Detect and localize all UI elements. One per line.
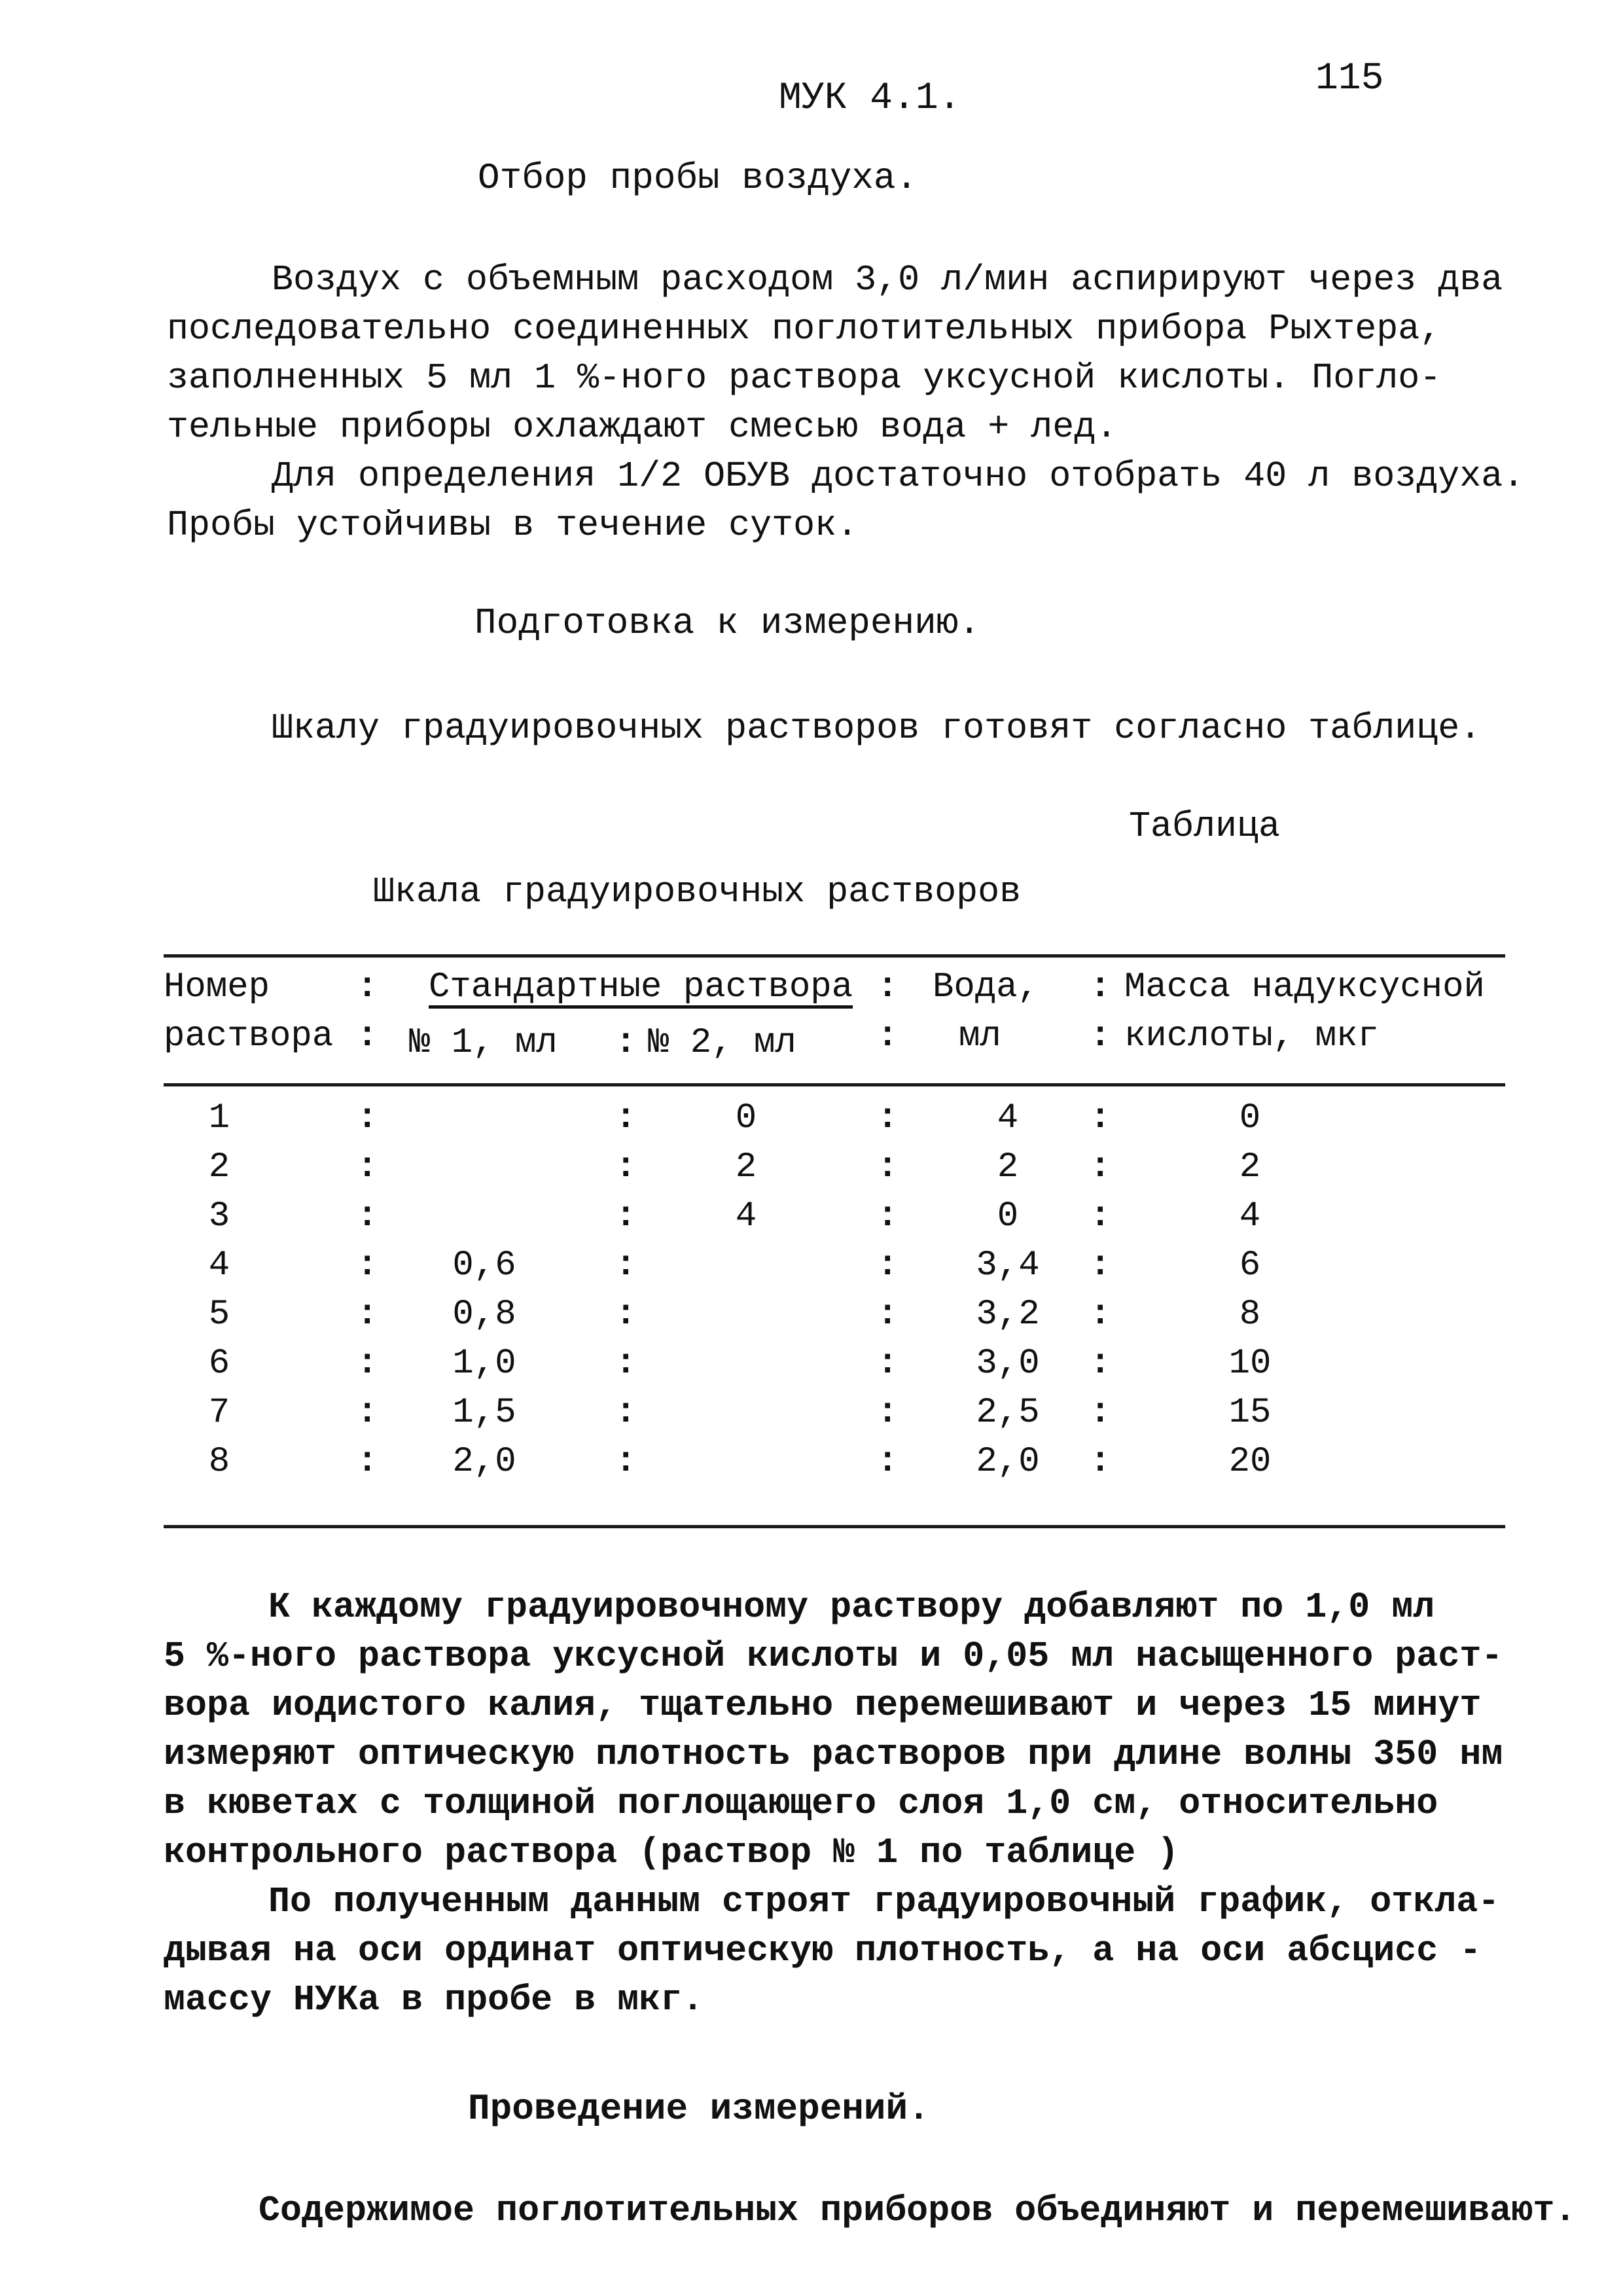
text-line: последовательно соединенных поглотительных прибора Рыхтера, — [167, 308, 1442, 350]
cell-std1: 2,0 — [452, 1442, 516, 1482]
cell-water: 0 — [997, 1196, 1019, 1236]
column-separator: : — [1090, 1196, 1111, 1236]
column-separator: : — [615, 1393, 637, 1433]
text-line: тельные приборы охлаждают смесью вода + лед. — [167, 406, 1118, 448]
column-separator: : — [615, 1147, 637, 1187]
cell-number: 8 — [208, 1442, 230, 1482]
column-separator: : — [615, 1196, 637, 1236]
text-line: По полученным данным строят градуировочный график, откла- — [268, 1881, 1500, 1922]
cell-mass: 15 — [1228, 1393, 1272, 1433]
sampling-paragraph-1 — [167, 255, 1503, 452]
column-separator: : — [357, 1016, 378, 1056]
column-separator: : — [357, 1147, 378, 1187]
table-title: Шкала градуировочных растворов — [373, 871, 1022, 912]
text-line: 5 %-ного раствора уксусной кислоты и 0,05 мл насыщенного раст- — [164, 1636, 1503, 1677]
cell-number: 4 — [208, 1246, 230, 1285]
text-line: вора иодистого калия, тщательно перемешивают и через 15 минут — [164, 1685, 1482, 1726]
column-separator: : — [615, 1344, 637, 1384]
column-separator: : — [1090, 1344, 1111, 1384]
header-solution: раствора — [164, 1016, 334, 1056]
text-line: измеряют оптическую плотность растворов при длине волны 350 нм — [164, 1734, 1503, 1775]
cell-number: 1 — [208, 1098, 230, 1138]
cell-water: 2 — [997, 1147, 1019, 1187]
cell-std1: 1,0 — [452, 1344, 516, 1384]
column-separator: : — [357, 967, 378, 1007]
preparation-paragraph: Шкалу градуировочных растворов готовят согласно таблице. — [272, 708, 1482, 749]
header-std1: № 1, мл — [409, 1023, 558, 1063]
cell-std2: 4 — [735, 1196, 757, 1236]
header-mass: Масса надуксусной — [1124, 967, 1485, 1007]
header-number: Номер — [164, 967, 270, 1007]
table-top-rule — [164, 954, 1505, 958]
column-separator: : — [615, 1023, 637, 1063]
cell-water: 4 — [997, 1098, 1019, 1138]
text-line: Для определения 1/2 ОБУВ достаточно отобрать 40 л воздуха. — [272, 456, 1525, 497]
column-separator: : — [615, 1295, 637, 1335]
column-separator: : — [877, 1098, 899, 1138]
text-line: Воздух с объемным расходом 3,0 л/мин аспирируют через два — [272, 259, 1503, 300]
page-number: 115 — [1315, 58, 1384, 100]
cell-std2: 0 — [735, 1098, 757, 1138]
column-separator: : — [357, 1344, 378, 1384]
cell-std1: 0,6 — [452, 1246, 516, 1285]
column-separator: : — [1090, 1393, 1111, 1433]
measurement-paragraph: Содержимое поглотительных приборов объединяют и перемешивают. — [259, 2190, 1577, 2231]
text-line: массу НУКа в пробе в мкг. — [164, 1979, 704, 2020]
column-separator: : — [357, 1246, 378, 1285]
column-separator: : — [877, 967, 899, 1007]
column-separator: : — [1090, 1016, 1111, 1056]
cell-mass: 8 — [1239, 1295, 1261, 1335]
cell-water: 3,4 — [976, 1246, 1040, 1285]
column-separator: : — [1090, 1147, 1111, 1187]
column-separator: : — [1090, 967, 1111, 1007]
text-line: в кюветах с толщиной поглощающего слоя 1,0 см, относительно — [164, 1783, 1438, 1824]
cell-number: 6 — [208, 1344, 230, 1384]
table-bottom-rule — [164, 1525, 1505, 1528]
column-separator: : — [1090, 1295, 1111, 1335]
table-label: Таблица — [1129, 806, 1281, 847]
column-separator: : — [357, 1098, 378, 1138]
section-title-sampling: Отбор пробы воздуха. — [478, 157, 918, 199]
cell-mass: 2 — [1239, 1147, 1261, 1187]
column-separator: : — [877, 1295, 899, 1335]
text-line: Пробы устойчивы в течение суток. — [167, 505, 859, 546]
header-bottom-rule — [164, 1083, 1505, 1086]
column-separator: : — [1090, 1442, 1111, 1482]
sampling-paragraph-2 — [167, 452, 1524, 550]
column-separator: : — [615, 1246, 637, 1285]
cell-water: 2,0 — [976, 1442, 1040, 1482]
column-separator: : — [615, 1098, 637, 1138]
header-std2: № 2, мл — [648, 1023, 796, 1063]
cell-water: 3,2 — [976, 1295, 1040, 1335]
text-line: дывая на оси ординат оптическую плотность, а на оси абсцисс - — [164, 1930, 1482, 1971]
section-title-preparation: Подготовка к измерению. — [474, 602, 980, 644]
column-separator: : — [1090, 1246, 1111, 1285]
column-separator: : — [357, 1196, 378, 1236]
cell-mass: 10 — [1228, 1344, 1272, 1384]
cell-std1: 0,8 — [452, 1295, 516, 1335]
cell-water: 3,0 — [976, 1344, 1040, 1384]
cell-mass: 4 — [1239, 1196, 1261, 1236]
cell-mass: 20 — [1228, 1442, 1272, 1482]
column-separator: : — [877, 1196, 899, 1236]
column-separator: : — [877, 1393, 899, 1433]
column-separator: : — [357, 1393, 378, 1433]
column-separator: : — [1090, 1098, 1111, 1138]
column-separator: : — [877, 1147, 899, 1187]
cell-number: 3 — [208, 1196, 230, 1236]
header-water: Вода, — [933, 967, 1039, 1007]
procedure-paragraph-1 — [164, 1583, 1503, 1877]
cell-water: 2,5 — [976, 1393, 1040, 1433]
cell-std2: 2 — [735, 1147, 757, 1187]
text-line: К каждому градуировочному раствору добавляют по 1,0 мл — [268, 1587, 1435, 1628]
cell-number: 7 — [208, 1393, 230, 1433]
cell-mass: 6 — [1239, 1246, 1261, 1285]
header-std-group: Стандартные раствора — [429, 967, 853, 1007]
column-separator: : — [877, 1016, 899, 1056]
cell-number: 5 — [208, 1295, 230, 1335]
header-mass-unit: кислоты, мкг — [1124, 1016, 1379, 1056]
text-line: контрольного раствора (раствор № 1 по таблице ) — [164, 1832, 1179, 1873]
section-title-measurement: Проведение измерений. — [468, 2088, 930, 2130]
procedure-paragraph-2 — [164, 1877, 1499, 2024]
header-water-unit: мл — [959, 1016, 1001, 1056]
column-separator: : — [357, 1442, 378, 1482]
doc-code: МУК 4.1. — [779, 77, 961, 120]
column-separator: : — [877, 1344, 899, 1384]
text-line: заполненных 5 мл 1 %-ного раствора уксусной кислоты. Погло- — [167, 357, 1442, 399]
column-separator: : — [357, 1295, 378, 1335]
cell-number: 2 — [208, 1147, 230, 1187]
cell-mass: 0 — [1239, 1098, 1261, 1138]
column-separator: : — [615, 1442, 637, 1482]
column-separator: : — [877, 1442, 899, 1482]
column-separator: : — [877, 1246, 899, 1285]
cell-std1: 1,5 — [452, 1393, 516, 1433]
